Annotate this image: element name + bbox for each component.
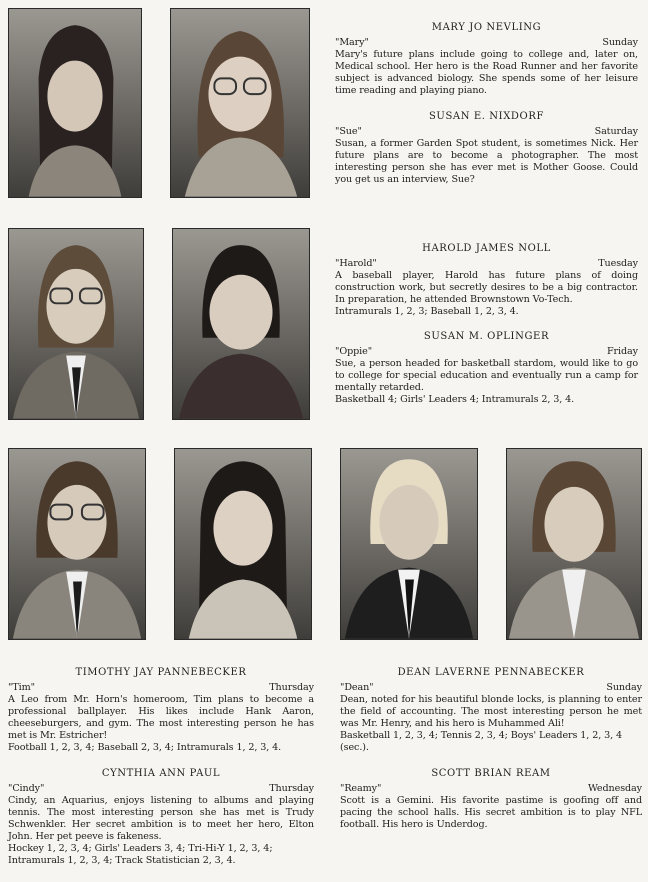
activities: Football 1, 2, 3, 4; Baseball 2, 3, 4; Intramurals 1, 2, 3, 4. <box>8 742 282 753</box>
activities: Basketball 1, 2, 3, 4; Tennis 2, 3, 4; Boys' Leaders 1, 2, 3, 4 (sec.). <box>340 730 623 753</box>
student-name: DEAN LAVERNE PENNABECKER <box>397 667 585 678</box>
student-name: SUSAN E. NIXDORF <box>428 111 545 122</box>
bio-text: Susan, a former Garden Spot student, is sometimes Nick. Her future plans are to become a photographer. The most interesting person she has ever met is Mother Goose. Could you get us an interview, Sue? <box>335 138 638 185</box>
activities: Basketball 4; Girls' Leaders 4; Intramurals 2, 3, 4. <box>335 394 575 405</box>
portrait-mary-jo-nevling <box>8 8 142 198</box>
nickname: "Tim" <box>8 682 35 693</box>
student-name: HAROLD JAMES NOLL <box>422 243 551 254</box>
portrait-harold-james-noll <box>8 228 144 420</box>
portrait-susan-e-nixdorf <box>170 8 310 198</box>
birth-day: Sunday <box>602 37 638 48</box>
nickname: "Dean" <box>340 682 374 693</box>
bio-susan-m-oplinger <box>335 331 638 406</box>
birth-day: Thursday <box>269 682 314 693</box>
portrait-susan-m-oplinger <box>172 228 310 420</box>
student-name: MARY JO NEVLING <box>431 22 542 33</box>
nickname: "Harold" <box>335 258 377 269</box>
bio-dean-laverne-pennabecker <box>340 667 642 754</box>
bio-timothy-jay-pannebecker <box>8 667 314 754</box>
bio-mary-jo-nevling <box>335 22 638 97</box>
bio-scott-brian-ream <box>340 768 642 831</box>
birth-day: Tuesday <box>598 258 638 269</box>
nickname: "Reamy" <box>340 783 382 794</box>
bio-text: A baseball player, Harold has future plans of doing construction work, but secretly desires to be a big contractor. In preparation, he attended Brownstown Vo-Tech. <box>335 270 638 305</box>
bio-cynthia-ann-paul <box>8 768 314 867</box>
student-name: SUSAN M. OPLINGER <box>423 331 550 342</box>
nickname: "Oppie" <box>335 346 373 357</box>
nickname: "Mary" <box>335 37 369 48</box>
bio-text: Cindy, an Aquarius, enjoys listening to albums and playing tennis. The most interesting person she has met is Trudy Schwenkler. Her secret ambition is to meet her hero, Elton John. Her pet peeve is fakeness. <box>8 795 314 842</box>
student-name: SCOTT BRIAN REAM <box>431 768 551 779</box>
nickname: "Sue" <box>335 126 362 137</box>
birth-day: Thursday <box>269 783 314 794</box>
activities: Intramurals 1, 2, 3; Baseball 1, 2, 3, 4. <box>335 306 519 317</box>
bio-text: Dean, noted for his beautiful blonde locks, is planning to enter the field of accounting. The most interesting person he met was Mr. Henry, and his hero is Muhammed Ali! <box>340 694 642 729</box>
birth-day: Wednesday <box>587 783 642 794</box>
birth-day: Sunday <box>606 682 642 693</box>
bio-text: Scott is a Gemini. His favorite pastime is goofing off and pacing the school halls. His secret ambition is to play NFL football. His hero is Underdog. <box>340 795 642 830</box>
nickname: "Cindy" <box>8 783 45 794</box>
portrait-cynthia-ann-paul <box>174 448 312 640</box>
bio-text: Sue, a person headed for basketball stardom, would like to go to college for special education and eventually run a camp for mentally retarded. <box>335 358 638 393</box>
portrait-dean-laverne-pennabecker <box>340 448 478 640</box>
activities: Hockey 1, 2, 3, 4; Girls' Leaders 3, 4; Tri-Hi-Y 1, 2, 3, 4; Intramurals 1, 2, 3, 4; Track Statistician 2, 3, 4. <box>8 843 273 866</box>
bio-text: Mary's future plans include going to college and, later on, Medical school. Her hero is the Road Runner and her favorite subject is advanced biology. She spends some of her leisure time reading and playing piano. <box>335 49 638 96</box>
portrait-timothy-jay-pannebecker <box>8 448 146 640</box>
bio-text: A Leo from Mr. Horn's homeroom, Tim plans to become a professional ballplayer. His likes include Hank Aaron, cheeseburgers, and gym. The most interesting person he has met is Mr. Estricher! <box>8 694 314 741</box>
birth-day: Saturday <box>594 126 638 137</box>
student-name: TIMOTHY JAY PANNEBECKER <box>75 667 247 678</box>
student-name: CYNTHIA ANN PAUL <box>101 768 221 779</box>
portrait-scott-brian-ream <box>506 448 642 640</box>
bio-harold-james-noll <box>335 243 638 318</box>
birth-day: Friday <box>607 346 638 357</box>
bio-susan-e-nixdorf <box>335 111 638 186</box>
